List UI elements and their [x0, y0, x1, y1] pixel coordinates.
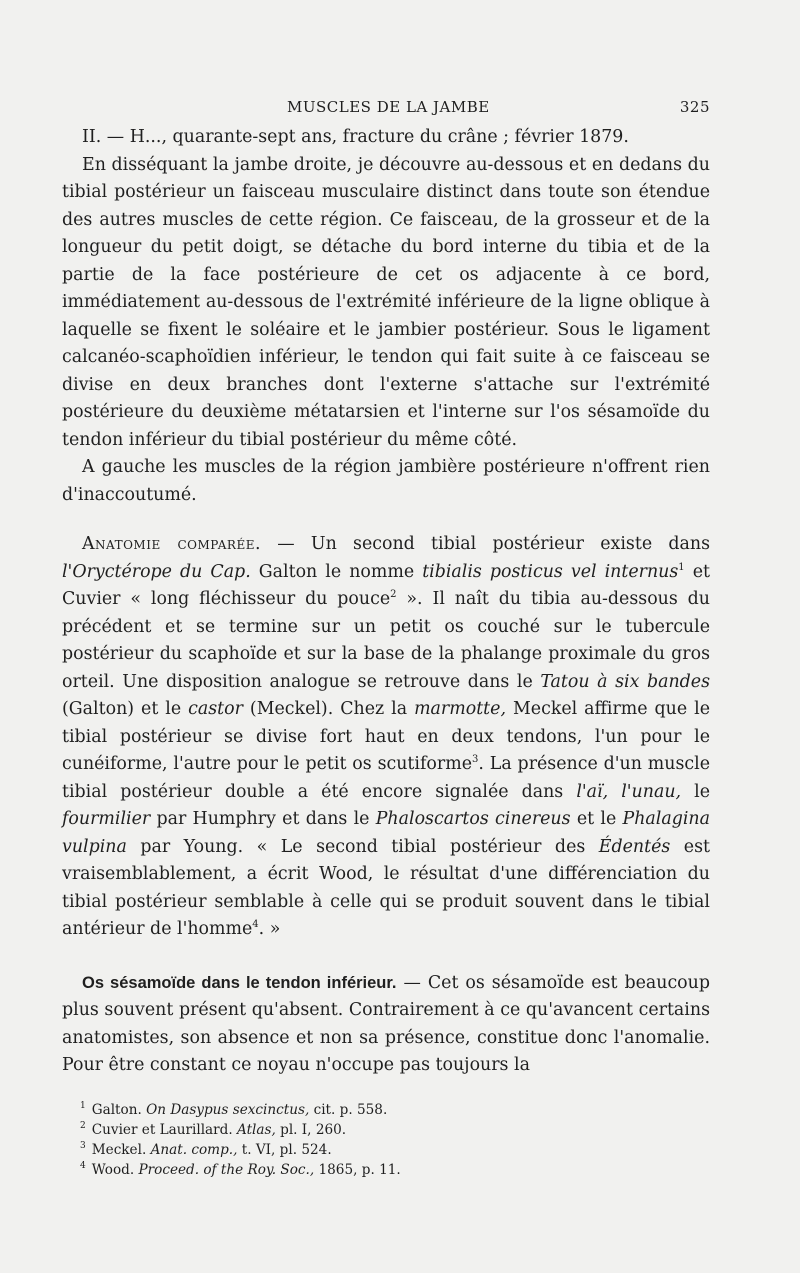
running-header [62, 98, 710, 122]
case-heading: II. — H..., quarante-sept ans, fracture du crâne ; février 1879. [82, 127, 629, 147]
main-text [62, 124, 710, 1080]
footnote-ref[interactable]: 3 [472, 754, 479, 766]
footnote-ref[interactable]: 1 [678, 561, 685, 573]
section-label: Anatomie comparée. [82, 534, 261, 554]
footnotes [80, 1100, 700, 1180]
footnote-ref[interactable]: 4 [252, 919, 259, 931]
footnote: $^3$ Meckel. Anat. comp., t. VI, pl. 524. [80, 1141, 332, 1158]
footnote: $^1$ Galton. On Dasypus sexcinctus, cit. p. 558. [80, 1101, 388, 1118]
section-heading: Os sésamoïde dans le tendon inférieur. [82, 973, 397, 992]
paragraph-left-leg: A gauche les muscles de la région jambière postérieure n'offrent rien d'inaccoutumé. [62, 457, 710, 505]
page-number: 325 [679, 98, 710, 116]
footnote: $^4$ Wood. Proceed. of the Roy. Soc., 1865, p. 11. [80, 1161, 401, 1178]
paragraph-dissection: En disséquant la jambe droite, je découvre au-dessous et en dedans du tibial postérieur un faisceau musculaire distinct dans toute son étendue des autres muscles de cette région. Ce faisceau, de la grosseur et de la longueur du petit doigt, se détache du bord interne du tibia et de la partie de la face postérieure de cet os adjacente à ce bord, immédiatement au-dessous de l'extrémité inférieure de la ligne oblique à laquelle se fixent le soléaire et le jambier postérieur. Sous le ligament calcanéo-scaphoïdien inférieur, le tendon qui fait suite à ce faisceau se divise en deux branches dont l'externe s'attache sur l'extrémité postérieure du deuxième métatarsien et l'interne sur l'os sésamoïde du tendon inférieur du tibial postérieur du même côté. [62, 154, 710, 450]
footnote-ref[interactable]: 2 [390, 589, 397, 601]
running-title: MUSCLES DE LA JAMBE [287, 98, 490, 116]
paragraph-sesamoid: Os sésamoïde dans le tendon inférieur. — Cet os sésamoïde est beaucoup plus souvent présent qu'absent. Contrairement à ce qu'avancent certains anatomistes, son absence et non sa présence, constitue donc l'anomalie. Pour être constant ce noyau n'occupe pas toujours la [62, 972, 710, 1075]
footnote: $^2$ Cuvier et Laurillard. Atlas, pl. I, 260. [80, 1121, 347, 1138]
paragraph-comparative-anatomy: Anatomie comparée. — Un second tibial postérieur existe dans l'Oryctérope du Cap. Galton le nomme tibialis posticus vel internus$^1$ et Cuvier « long fléchisseur du pouce$^2$ ». Il naît du tibia au-dessous du précédent et se termine sur un petit os couché sur le tubercule postérieur du scaphoïde et sur la base de la phalange proximale du gros orteil. Une disposition analogue se retrouve dans le Tatou à six bandes (Galton) et le castor (Meckel). Chez la marmotte, Meckel affirme que le tibial postérieur se divise fort haut en deux tendons, l'un pour le cunéiforme, l'autre pour le petit os scutiforme$^3$. La présence d'un muscle tibial postérieur double a été encore signalée dans l'aï, l'unau, le fourmilier par Humphry et dans le Phaloscartos cinereus et le Phalagina vulpina par Young. « Le second tibial postérieur des Édentés est vraisemblablement, a écrit Wood, le résultat d'une différenciation du tibial postérieur semblable à celle qui se produit souvent dans le tibial antérieur de l'homme$^4$. » [62, 534, 711, 939]
